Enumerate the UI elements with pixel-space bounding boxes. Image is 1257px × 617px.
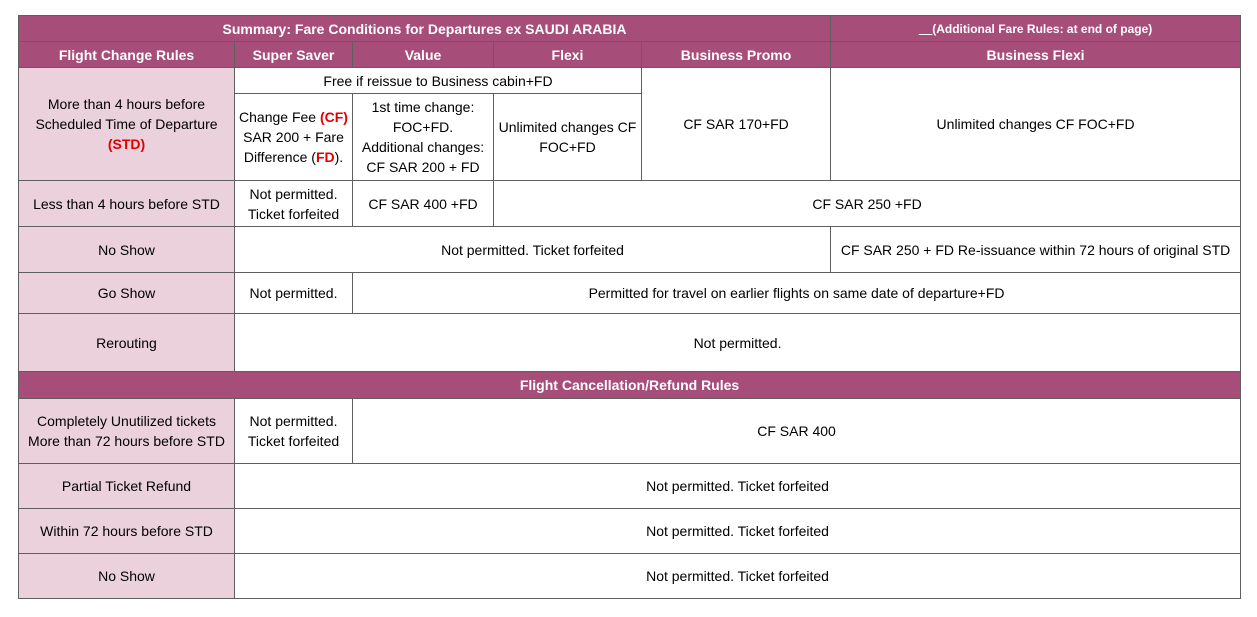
row-label-refund-no-show: No Show: [19, 554, 235, 599]
fare-conditions-table: [18, 15, 1241, 599]
col-header-super-saver: Super Saver: [235, 42, 353, 68]
table-row: [19, 273, 1241, 314]
value-additional-changes: Additional changes: CF SAR 200 + FD: [361, 139, 485, 175]
table-row: [19, 464, 1241, 509]
flexi-business-less-than-4h: CF SAR 250 +FD: [494, 181, 1241, 227]
col-header-business-promo: Business Promo: [642, 42, 831, 68]
section-header-change-rules: Flight Change Rules: [19, 42, 235, 68]
unutilized-super-saver: Not permitted. Ticket forfeited: [235, 399, 353, 464]
value-first-change: 1st time change: FOC+FD.: [371, 99, 475, 135]
std-code: (STD): [107, 136, 146, 152]
table-row: [19, 554, 1241, 599]
row-label-go-show: Go Show: [19, 273, 235, 314]
table-row: [19, 227, 1241, 273]
value-less-than-4h: CF SAR 400 +FD: [353, 181, 494, 227]
additional-rules-text: (Additional Fare Rules: at end of page): [932, 21, 1153, 36]
row-label-partial-refund: Partial Ticket Refund: [19, 464, 235, 509]
column-header-row: [19, 42, 1241, 68]
row-label-within-72h: Within 72 hours before STD: [19, 509, 235, 554]
row-label-text: More than 4 hours before Scheduled Time of Departure: [35, 96, 218, 132]
table-row: [19, 399, 1241, 464]
col-header-flexi: Flexi: [494, 42, 642, 68]
table-row: [19, 509, 1241, 554]
super-saver-change-fee-cell: [235, 94, 353, 181]
partial-refund-cell: Not permitted. Ticket forfeited: [235, 464, 1241, 509]
closing-text: ).: [334, 149, 344, 165]
no-show-business-flexi-cell: CF SAR 250 + FD Re-issuance within 72 hours of original STD: [831, 227, 1241, 273]
table-title: Summary: Fare Conditions for Departures ex SAUDI ARABIA: [19, 16, 831, 42]
business-flexi-cell: Unlimited changes CF FOC+FD: [831, 68, 1241, 181]
cf-code: (CF): [319, 109, 348, 125]
super-saver-less-than-4h: Not permitted. Ticket forfeited: [235, 181, 353, 227]
col-header-business-flexi: Business Flexi: [831, 42, 1241, 68]
go-show-others: Permitted for travel on earlier flights on same date of departure+FD: [353, 273, 1241, 314]
fare-diff-text: SAR 200 + Fare Difference (: [243, 129, 344, 165]
additional-rules-link[interactable]: [831, 16, 1241, 42]
unutilized-others: CF SAR 400: [353, 399, 1241, 464]
refund-no-show-cell: Not permitted. Ticket forfeited: [235, 554, 1241, 599]
reissue-business-cell: Free if reissue to Business cabin+FD: [235, 68, 642, 94]
flexi-change-cell: Unlimited changes CF FOC+FD: [494, 94, 642, 181]
row-label-unutilized: Completely Unutilized tickets More than 72 hours before STD: [19, 399, 235, 464]
value-change-cell: [353, 94, 494, 181]
business-promo-cell: CF SAR 170+FD: [642, 68, 831, 181]
section-header-row: [19, 372, 1241, 399]
table-row: [19, 68, 1241, 94]
row-label-rerouting: Rerouting: [19, 314, 235, 372]
table-row: [19, 314, 1241, 372]
no-show-economy-cell: Not permitted. Ticket forfeited: [235, 227, 831, 273]
note-prefix: __: [918, 21, 933, 36]
row-label-more-than-4h: [19, 68, 235, 181]
go-show-super-saver: Not permitted.: [235, 273, 353, 314]
table-row: [19, 181, 1241, 227]
fd-code: FD: [315, 149, 335, 165]
change-fee-text: Change Fee: [239, 109, 317, 125]
section-header-cancellation: Flight Cancellation/Refund Rules: [19, 372, 1241, 399]
within-72h-cell: Not permitted. Ticket forfeited: [235, 509, 1241, 554]
row-label-less-than-4h: Less than 4 hours before STD: [19, 181, 235, 227]
row-label-no-show: No Show: [19, 227, 235, 273]
rerouting-cell: Not permitted.: [235, 314, 1241, 372]
title-row: [19, 16, 1241, 42]
col-header-value: Value: [353, 42, 494, 68]
